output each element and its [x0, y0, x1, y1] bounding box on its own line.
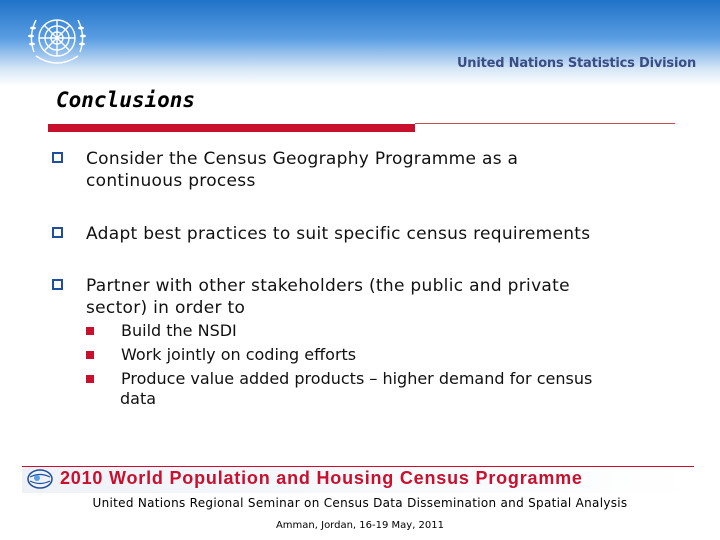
- title-rule-thin: [415, 123, 675, 124]
- programme-banner: 2010 World Population and Housing Census Programme: [60, 468, 583, 488]
- sub-bullet-3-line-2: data: [120, 389, 157, 408]
- title-rule-thick: [48, 124, 415, 132]
- seminar-title: United Nations Regional Seminar on Census Data Dissemination and Spatial Analysis: [92, 496, 628, 510]
- checkbox-bullet-icon: [52, 227, 63, 238]
- square-bullet-icon: [86, 375, 94, 383]
- header-band: [0, 0, 720, 86]
- division-name: United Nations Statistics Division: [456, 56, 696, 71]
- checkbox-bullet-icon: [52, 152, 63, 163]
- un-emblem-icon: [22, 8, 92, 72]
- seminar-place-date: Amman, Jordan, 16-19 May, 2011: [275, 520, 445, 531]
- square-bullet-icon: [86, 327, 94, 335]
- checkbox-bullet-icon: [52, 279, 63, 290]
- bullet-1-line-2: continuous process: [86, 171, 256, 191]
- sub-bullet-3: [121, 369, 681, 409]
- bullet-2: [86, 223, 686, 245]
- bullet-2-line-1: Adapt best practices to suit specific census requirements: [86, 224, 591, 244]
- sub-bullet-3-line-1: Produce value added products – higher demand for census: [121, 369, 593, 388]
- globe-logo-icon: [26, 468, 54, 490]
- bullet-3: [86, 275, 686, 319]
- bullet-3-line-2: sector) in order to: [86, 298, 246, 318]
- sub-bullet-2: Work jointly on coding efforts: [121, 345, 357, 364]
- bullet-3-line-1: Partner with other stakeholders (the public and private: [86, 276, 570, 296]
- bullet-1: [86, 148, 686, 192]
- bullet-1-line-1: Consider the Census Geography Programme as a: [86, 149, 519, 169]
- slide-title: Conclusions: [56, 88, 196, 112]
- square-bullet-icon: [86, 351, 94, 359]
- sub-bullet-1: Build the NSDI: [121, 321, 237, 340]
